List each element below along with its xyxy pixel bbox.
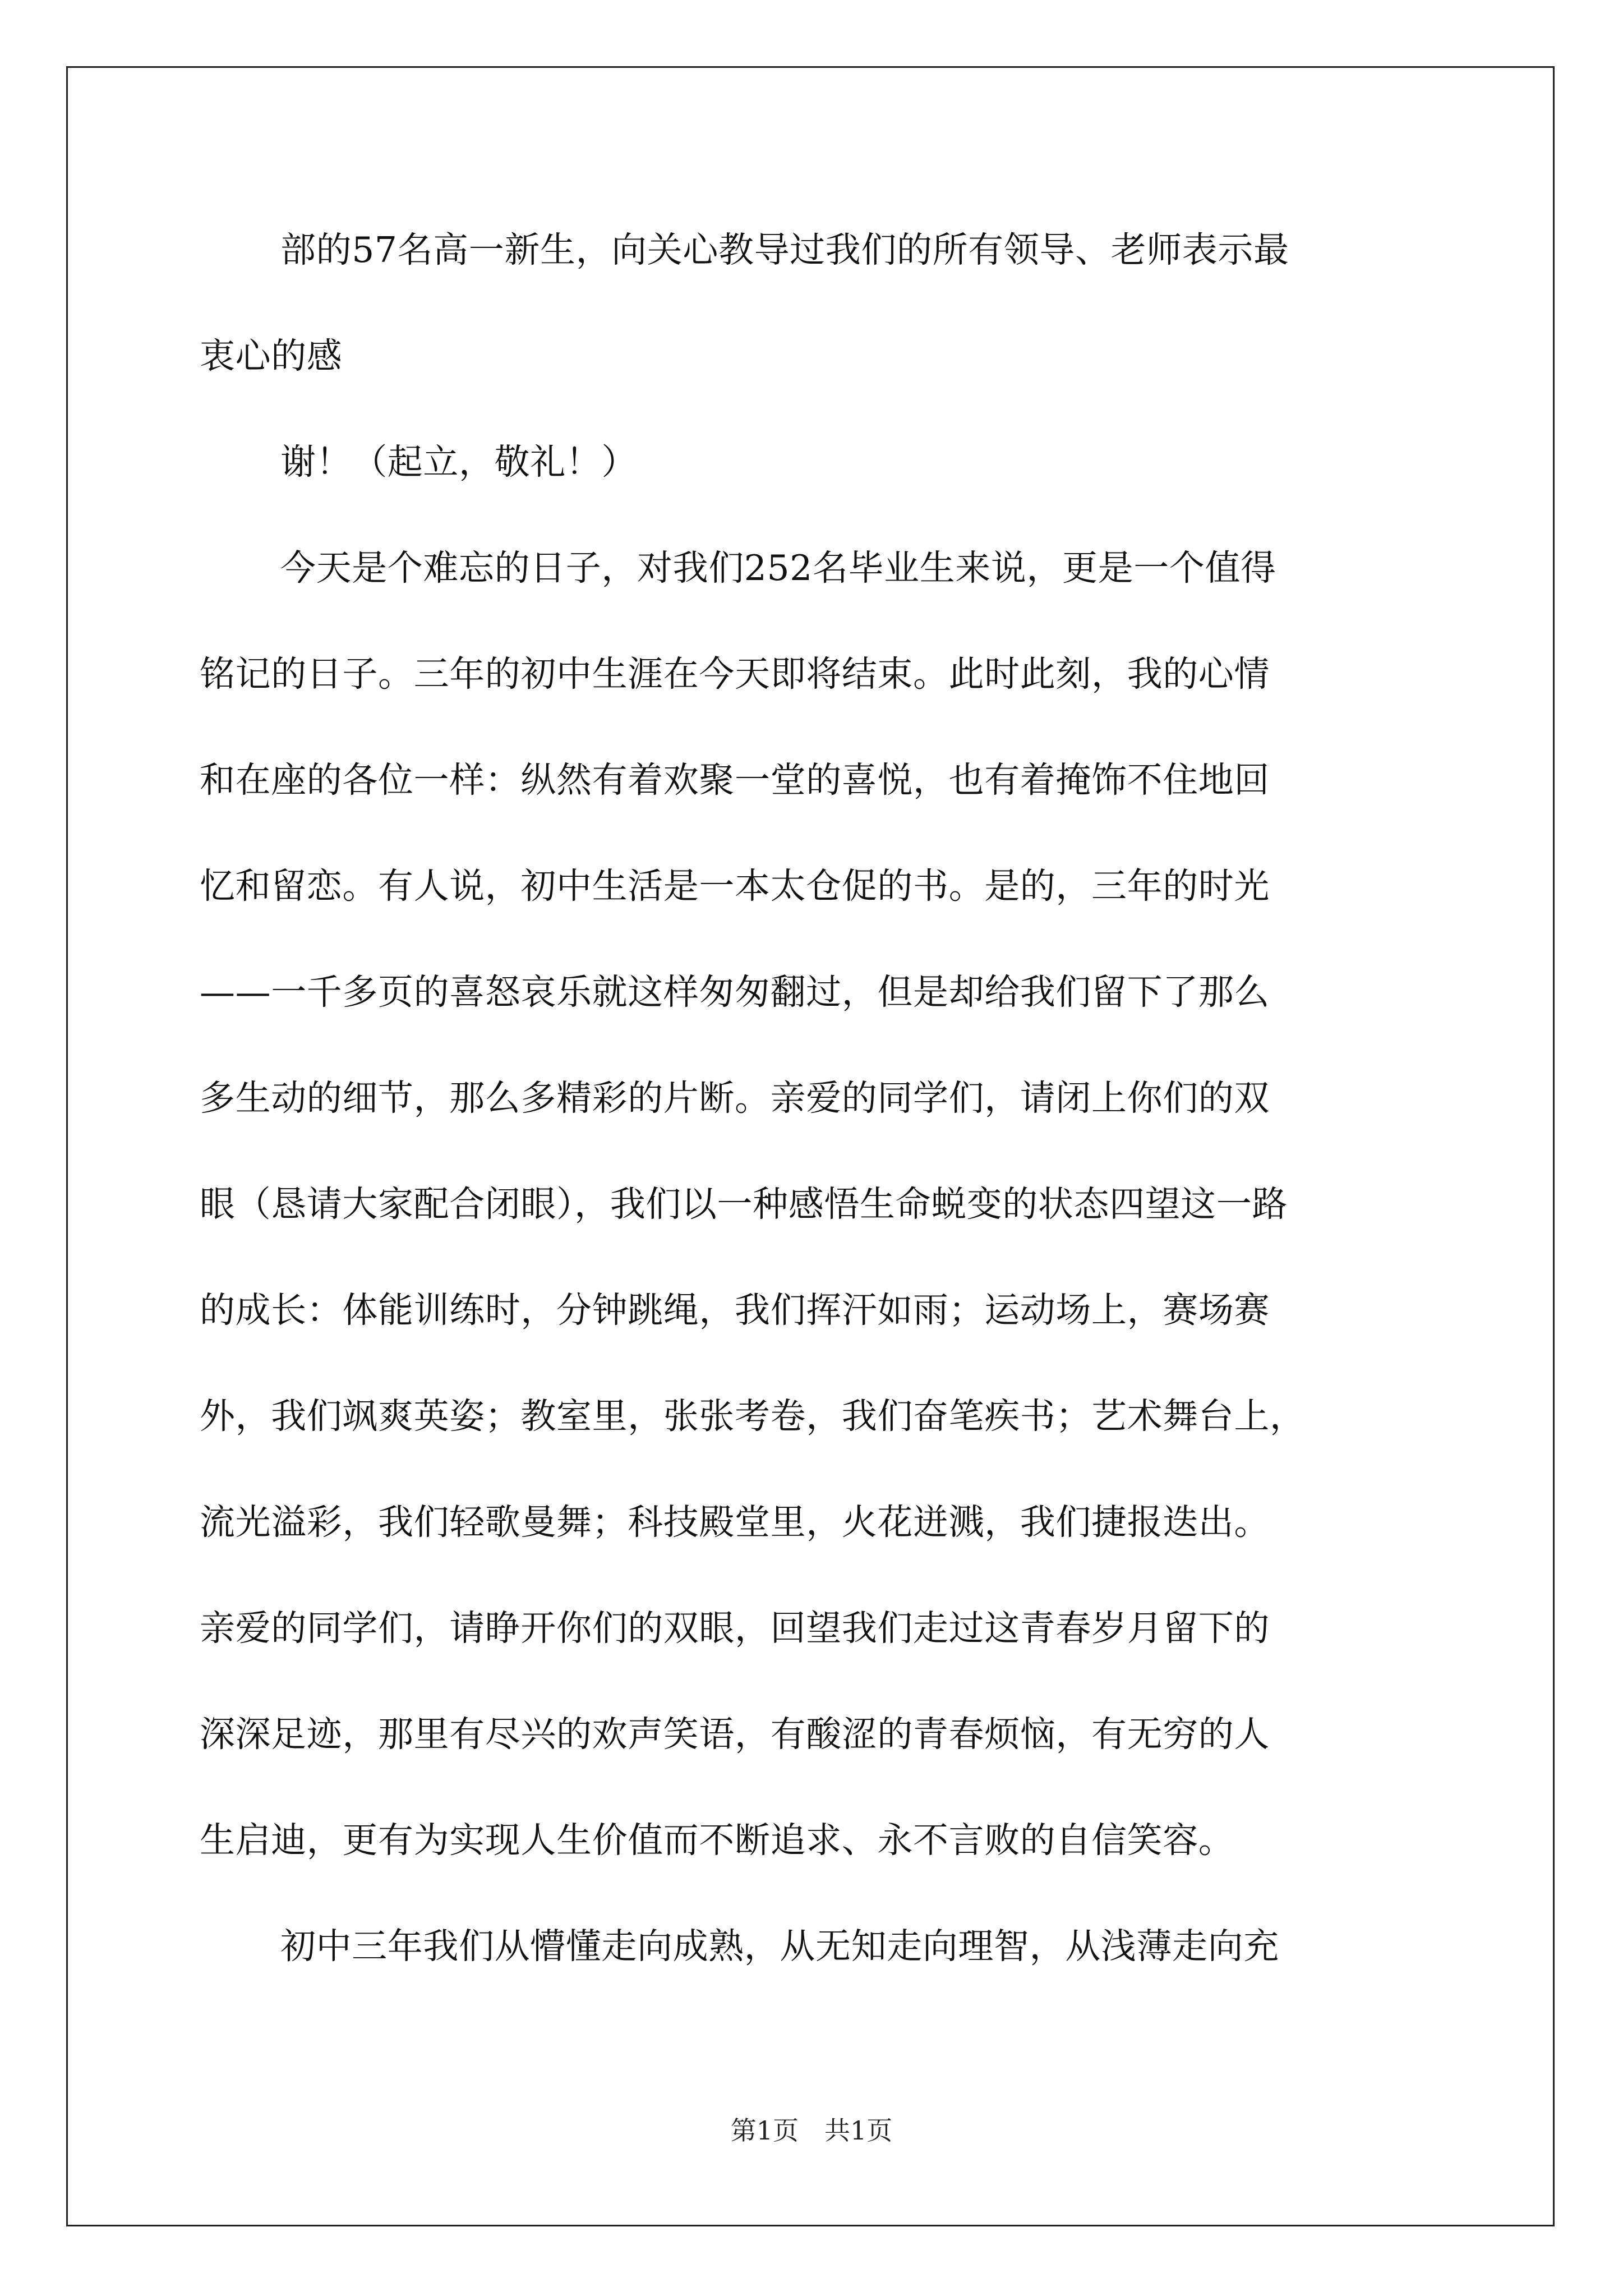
text-line: 和在座的各位一样：纵然有着欢聚一堂的喜悦，也有着掩饰不住地回 <box>200 760 1270 800</box>
page-number-footer: 第1页 共1页 <box>730 2115 893 2146</box>
text-line: 忆和留恋。有人说，初中生活是一本太仓促的书。是的，三年的时光 <box>200 866 1270 907</box>
text-line: 今天是个难忘的日子，对我们252名毕业生来说，更是一个值得 <box>280 547 1276 588</box>
text-line: 流光溢彩，我们轻歌曼舞；科技殿堂里，火花迸溅，我们捷报迭出。 <box>200 1502 1270 1543</box>
text-line: 谢！（起立，敬礼！） <box>280 441 637 482</box>
text-line: 亲爱的同学们，请睁开你们的双眼，回望我们走过这青春岁月留下的 <box>200 1608 1270 1649</box>
text-line: 多生动的细节，那么多精彩的片断。亲爱的同学们，请闭上你们的双 <box>200 1078 1270 1119</box>
text-line: 深深足迹，那里有尽兴的欢声笑语，有酸涩的青春烦恼，有无穷的人 <box>200 1714 1270 1755</box>
document-body <box>200 220 1456 2022</box>
text-line: 铭记的日子。三年的初中生涯在今天即将结束。此时此刻，我的心情 <box>200 654 1270 694</box>
text-line: 生启迪，更有为实现人生价值而不断追求、永不言败的自信笑容。 <box>200 1820 1234 1861</box>
text-line: 外，我们飒爽英姿；教室里，张张考卷，我们奋笔疾书；艺术舞台上， <box>200 1396 1306 1437</box>
text-line: 初中三年我们从懵懂走向成熟，从无知走向理智，从浅薄走向充 <box>280 1926 1279 1967</box>
text-line: 眼（恳请大家配合闭眼），我们以一种感悟生命蜕变的状态四望这一路 <box>200 1184 1288 1225</box>
text-line: 部的57名高一新生，向关心教导过我们的所有领导、老师表示最 <box>280 229 1289 270</box>
text-line: 的成长：体能训练时，分钟跳绳，我们挥汗如雨；运动场上，赛场赛 <box>200 1290 1270 1331</box>
text-line: 衷心的感 <box>200 335 343 376</box>
text-line: ——一千多页的喜怒哀乐就这样匆匆翻过，但是却给我们留下了那么 <box>200 972 1270 1013</box>
